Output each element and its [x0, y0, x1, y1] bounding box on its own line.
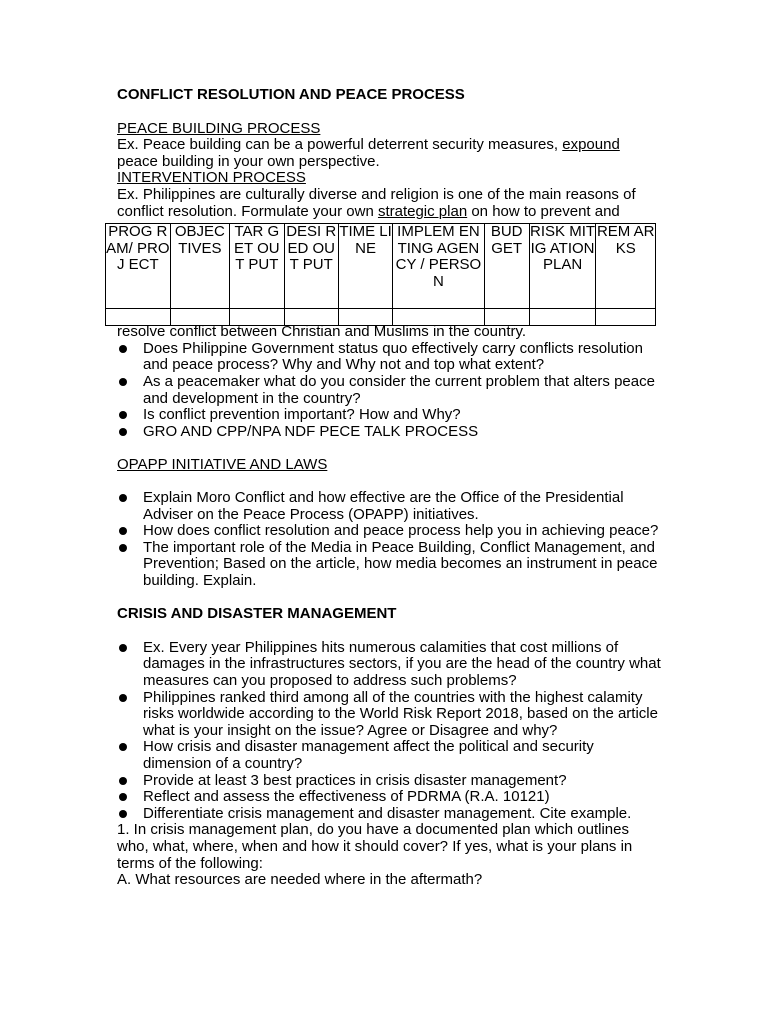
list-item: Provide at least 3 best practices in crisis disaster management? [117, 773, 662, 790]
document-page [106, 86, 662, 889]
list-item: Differentiate crisis management and disaster management. Cite example. [117, 806, 662, 823]
crisis-numbered-item: 1. In crisis management plan, do you have a documented plan which outlines who, what, where, when and how it should cover? If yes, what is your plans in terms of the following: [117, 821, 633, 872]
table-row [106, 309, 656, 326]
table-header-cell: TAR GET OUT PUT [230, 224, 284, 309]
list-item: As a peacemaker what do you consider the current problem that alters peace and development in the country? [117, 374, 662, 407]
bullet-icon [119, 793, 127, 801]
intervention-text-line1: Ex. Philippines are culturally diverse and religion is one of the main reasons of [117, 185, 636, 203]
table-header-cell: IMPLEM ENTING AGENCY / PERSON [393, 224, 484, 309]
bullet-icon [119, 428, 127, 436]
list-item: How crisis and disaster management affect the political and security dimension of a country? [117, 739, 662, 772]
table-header-cell: BUD GET [484, 224, 529, 309]
bullet-icon [119, 411, 127, 419]
bullet-icon [119, 743, 127, 751]
table-cell[interactable] [338, 309, 392, 326]
strategic-plan-table [105, 223, 656, 326]
intervention-heading: INTERVENTION PROCESS [117, 169, 306, 187]
table-cell[interactable] [484, 309, 529, 326]
bullet-icon [119, 644, 127, 652]
opapp-heading: OPAPP INITIATIVE AND LAWS [117, 455, 328, 473]
intervention-question-list [117, 341, 662, 441]
list-item: Does Philippine Government status quo effectively carry conflicts resolution and peace process? Why and Why not and top what extent? [117, 341, 662, 374]
list-item: Is conflict prevention important? How and Why? [117, 407, 662, 424]
bullet-icon [119, 527, 127, 535]
crisis-item-a: A. What resources are needed where in the aftermath? [117, 871, 483, 889]
table-header-cell: DESI RED OUT PUT [284, 224, 338, 309]
table-header-row [106, 224, 656, 309]
bullet-icon [119, 777, 127, 785]
list-item: How does conflict resolution and peace process help you in achieving peace? [117, 523, 662, 540]
list-item: The important role of the Media in Peace Building, Conflict Management, and Prevention; Based on the article, how media becomes an instrument in peace building. Explain. [117, 540, 662, 590]
table-cell[interactable] [230, 309, 284, 326]
table-cell[interactable] [393, 309, 484, 326]
table-cell[interactable] [106, 309, 171, 326]
table-cell[interactable] [170, 309, 230, 326]
peace-building-text: Ex. Peace building can be a powerful deterrent security measures, expound peace building in your own perspective. [117, 136, 620, 170]
table-cell[interactable] [284, 309, 338, 326]
list-item: Reflect and assess the effectiveness of PDRMA (R.A. 10121) [117, 789, 662, 806]
table-header-cell: OBJEC TIVES [170, 224, 230, 309]
document-title: CONFLICT RESOLUTION AND PEACE PROCESS [117, 86, 465, 103]
list-item: Ex. Every year Philippines hits numerous calamities that cost millions of damages in the infrastructures sectors, if you are the head of the country what measures can you proposed to address such problems? [117, 640, 662, 690]
bullet-icon [119, 378, 127, 386]
bullet-icon [119, 544, 127, 552]
bullet-icon [119, 694, 127, 702]
table-header-cell: PROG RAM/ PROJ ECT [106, 224, 171, 309]
list-item: Philippines ranked third among all of the countries with the highest calamity risks worldwide according to the World Risk Report 2018, based on the article what is your insight on the issue? Agree or Disagree and why? [117, 690, 662, 740]
intervention-text-line3: resolve conflict between Christian and Muslims in the country. [117, 323, 527, 341]
table-header-cell: TIME LINE [338, 224, 392, 309]
list-item: GRO AND CPP/NPA NDF PECE TALK PROCESS [117, 424, 662, 441]
peace-building-heading: PEACE BUILDING PROCESS [117, 119, 321, 137]
bullet-icon [119, 494, 127, 502]
strategic-plan-word: strategic plan [377, 202, 468, 220]
table-cell[interactable] [596, 309, 656, 326]
table-header-cell: RISK MITIG ATION PLAN [529, 224, 596, 309]
table-header-cell: REM ARKS [596, 224, 656, 309]
crisis-heading: CRISIS AND DISASTER MANAGEMENT [117, 605, 397, 623]
table-cell[interactable] [529, 309, 596, 326]
intervention-text-line2: conflict resolution. Formulate your own strategic plan on how to prevent and [117, 202, 620, 220]
bullet-icon [119, 810, 127, 818]
bullet-icon [119, 345, 127, 353]
opapp-question-list [117, 490, 662, 590]
crisis-question-list [117, 640, 662, 823]
expound-word: expound [562, 136, 620, 154]
list-item: Explain Moro Conflict and how effective are the Office of the Presidential Adviser on the Peace Process (OPAPP) initiatives. [117, 490, 662, 523]
